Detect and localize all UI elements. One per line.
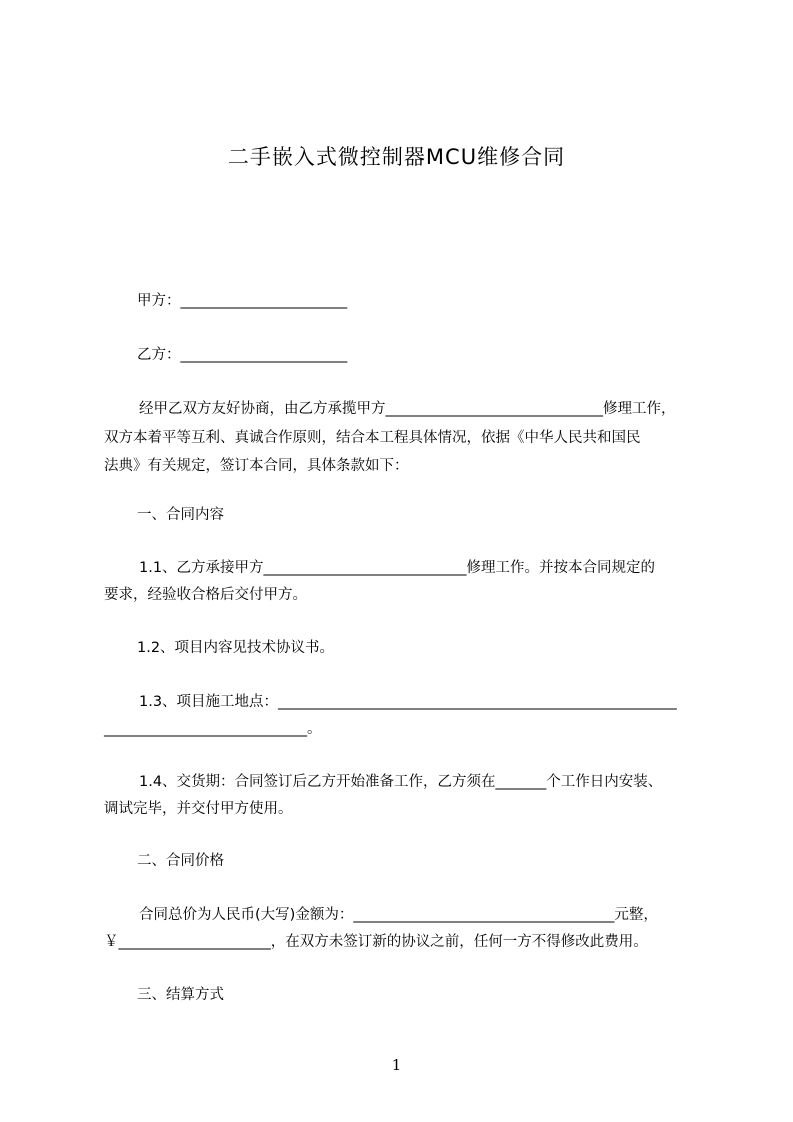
intro-line-3: 法典》有关规定，签订本合同，具体条款如下：	[104, 458, 409, 474]
party-a-line: 甲方：_______________________	[137, 293, 348, 309]
item-1-4-line-2: 调试完毕，并交付甲方使用。	[104, 801, 293, 817]
item-1-4-line-1: 1.4、交货期：合同签订后乙方开始准备工作，乙方须在_______个工作日内安装、	[139, 774, 663, 790]
price-line-1: 合同总价为人民币(大写)金额为：____________________________________元整，	[139, 907, 658, 923]
item-1-1-line-2: 要求，经验收合格后交付甲方。	[104, 587, 307, 603]
intro-line-2: 双方本着平等互利、真诚合作原则，结合本工程具体情况，依据《中华人民共和国民	[104, 430, 641, 446]
section2-heading: 二、合同价格	[137, 853, 224, 869]
section3-heading: 三、结算方式	[137, 987, 224, 1003]
item-1-1-line-1: 1.1、乙方承接甲方____________________________修理工作。并按本合同规定的	[139, 560, 656, 576]
page-number: 1	[391, 1056, 402, 1074]
document-title: 二手嵌入式微控制器MCU维修合同	[227, 145, 566, 169]
item-1-3-line-2: ____________________________。	[104, 721, 322, 737]
item-1-3-line-1: 1.3、项目施工地点：_______________________________________________________	[139, 694, 677, 710]
party-b-line: 乙方：_______________________	[137, 347, 348, 363]
price-line-2: ￥_____________________，在双方未签订新的协议之前，任何一方不得修改此费用。	[104, 934, 648, 950]
section1-heading: 一、合同内容	[137, 507, 224, 523]
item-1-2: 1.2、项目内容见技术协议书。	[137, 640, 335, 656]
intro-line-1: 经甲乙双方友好协商，由乙方承揽甲方______________________________修理工作，	[139, 401, 676, 417]
